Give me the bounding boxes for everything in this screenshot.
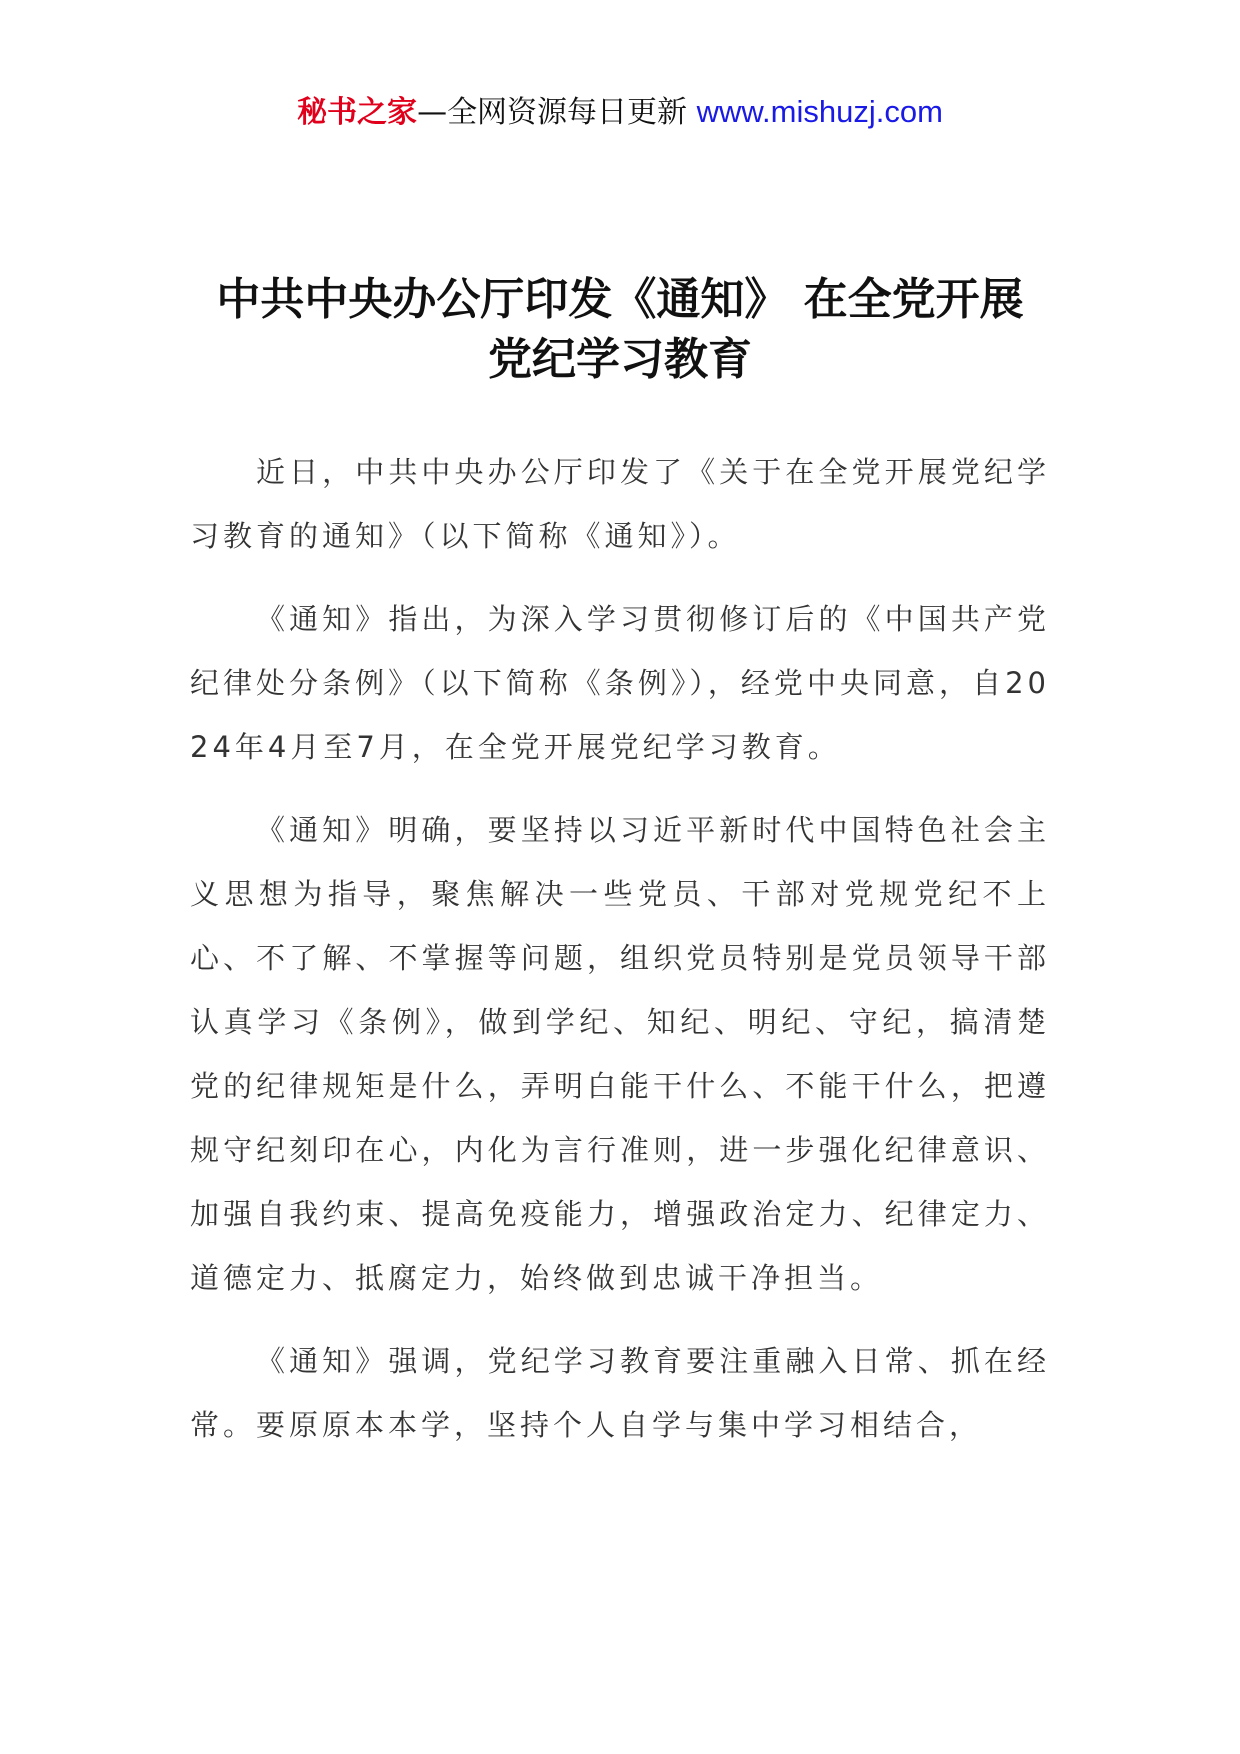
brand-name: 秘书之家	[297, 95, 418, 130]
body-paragraph: 《通知》指出，为深入学习贯彻修订后的《中国共产党纪律处分条例》（以下简称《条例》），经党中央同意，自2024年4月至7月，在全党开展党纪学习教育。	[190, 602, 1050, 764]
body-paragraph: 《通知》强调，党纪学习教育要注重融入日常、抓在经常。要原原本本学，坚持个人自学与集中学习相结合，	[190, 1344, 1050, 1442]
body-paragraph: 近日，中共中央办公厅印发了《关于在全党开展党纪学习教育的通知》（以下简称《通知》）。	[190, 455, 1050, 553]
header-tagline: —全网资源每日更新	[417, 95, 697, 130]
document-title	[190, 270, 1050, 390]
document-body	[190, 440, 1050, 1476]
site-header	[0, 92, 1240, 133]
body-paragraph: 《通知》明确，要坚持以习近平新时代中国特色社会主义思想为指导，聚焦解决一些党员、干部对党规党纪不上心、不了解、不掌握等问题，组织党员特别是党员领导干部认真学习《条例》，做到学纪、知纪、明纪、守纪，搞清楚党的纪律规矩是什么，弄明白能干什么、不能干什么，把遵规守纪刻印在心，内化为言行准则，进一步强化纪律意识、加强自我约束、提高免疫能力，增强政治定力、纪律定力、道德定力、抵腐定力，始终做到忠诚干净担当。	[190, 813, 1050, 1295]
title-line-1: 中共中央办公厅印发《通知》 在全党开展	[216, 274, 1024, 325]
title-line-2: 党纪学习教育	[488, 334, 752, 385]
site-url-link[interactable]: www.mishuzj.com	[696, 94, 943, 129]
